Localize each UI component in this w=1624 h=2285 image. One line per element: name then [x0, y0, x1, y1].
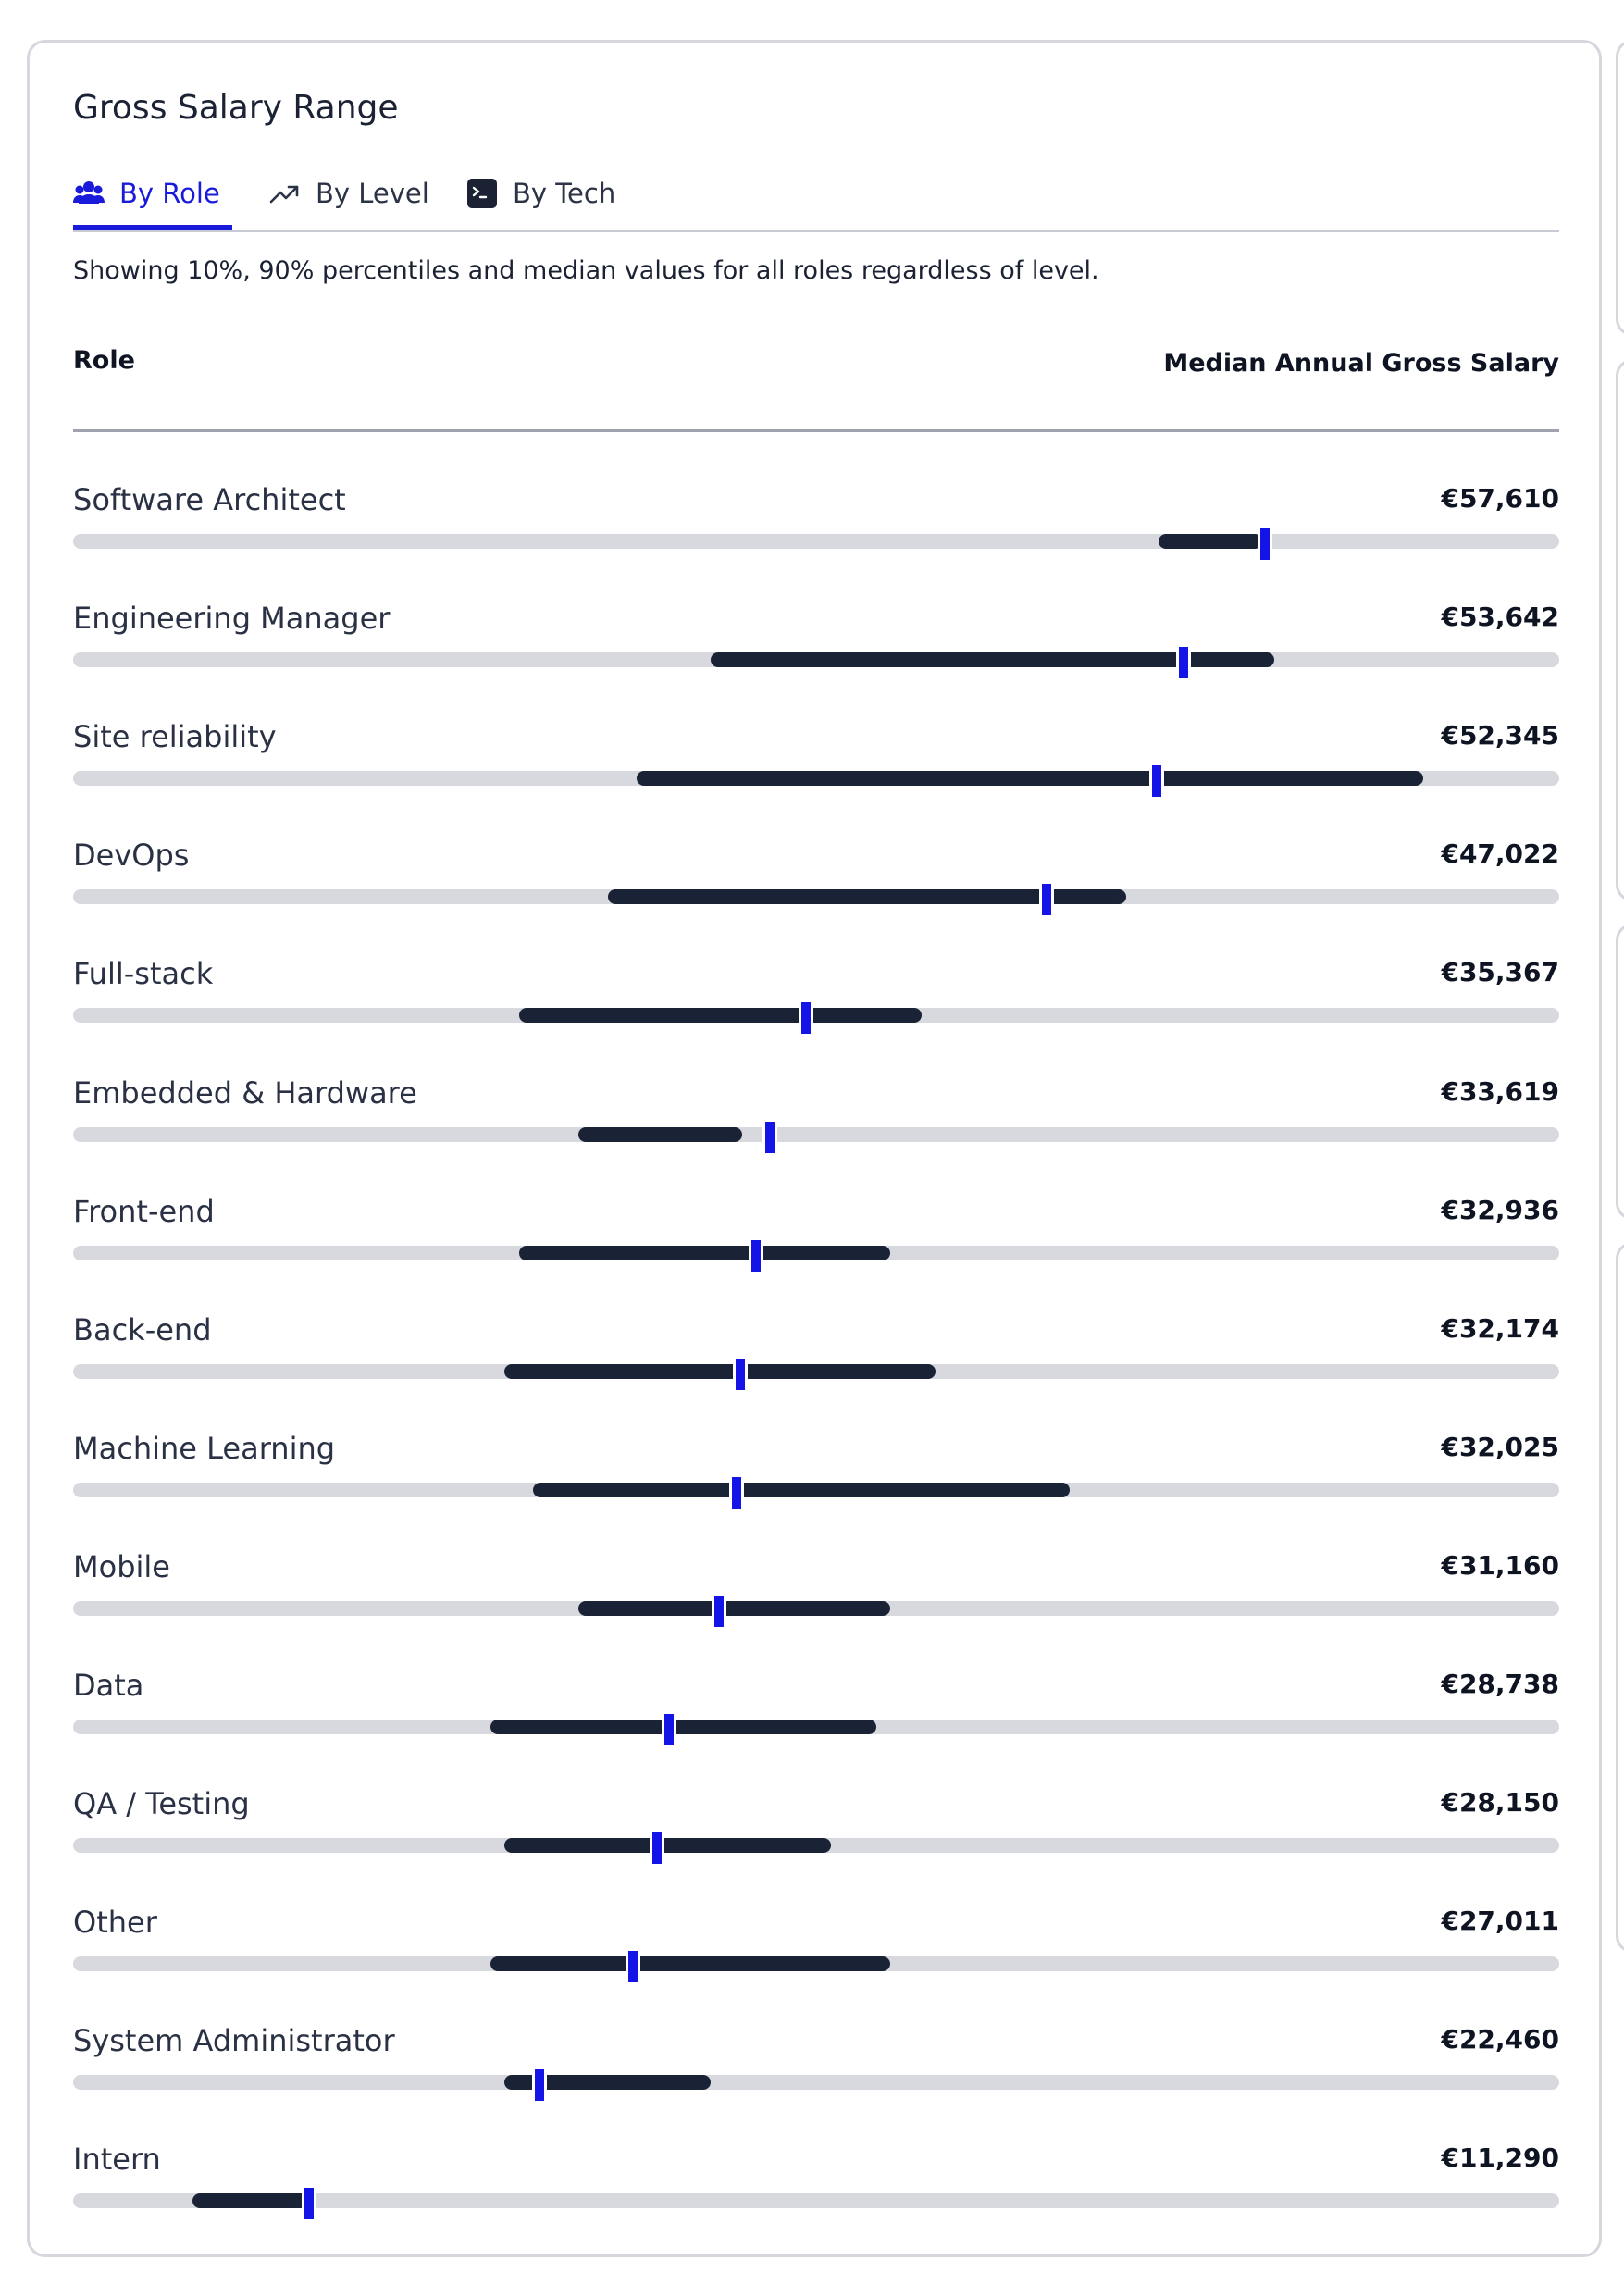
percentile-range-bar — [192, 2193, 312, 2208]
role-label: Full-stack — [73, 956, 214, 991]
tab-bar — [73, 172, 1559, 232]
percentile-range-bar — [504, 1364, 936, 1379]
median-marker — [1258, 526, 1272, 563]
median-marker — [733, 1356, 748, 1393]
salary-track — [73, 889, 1559, 904]
median-value: €32,936 — [1441, 1195, 1559, 1225]
tab-label: By Role — [119, 178, 220, 209]
role-label: Mobile — [73, 1549, 170, 1584]
median-value: €28,150 — [1441, 1787, 1559, 1818]
median-marker — [1149, 763, 1164, 800]
tab-label: By Tech — [513, 178, 616, 209]
tab-by-tech[interactable] — [466, 172, 615, 230]
role-label: System Administrator — [73, 2023, 395, 2058]
percentile-range-bar — [490, 1720, 876, 1734]
median-value: €57,610 — [1441, 483, 1559, 514]
role-label: Embedded & Hardware — [73, 1075, 417, 1111]
role-label: Other — [73, 1905, 157, 1940]
role-label: Data — [73, 1668, 144, 1703]
salary-track — [73, 1601, 1559, 1616]
salary-track — [73, 2193, 1559, 2208]
role-label: Intern — [73, 2142, 161, 2177]
salary-row — [73, 1549, 1559, 1651]
adjacent-panel-edge — [1616, 924, 1624, 1220]
salary-track — [73, 2075, 1559, 2090]
salary-row — [73, 2142, 1559, 2243]
adjacent-panel-edge — [1616, 359, 1624, 901]
column-header-role: Role — [73, 346, 135, 375]
percentile-range-bar — [533, 1483, 1070, 1497]
median-value: €35,367 — [1441, 957, 1559, 987]
salary-track — [73, 1364, 1559, 1379]
median-marker — [302, 2185, 316, 2222]
role-label: Front-end — [73, 1194, 215, 1229]
median-marker — [799, 1000, 813, 1037]
salary-track — [73, 1838, 1559, 1853]
adjacent-panel-edge — [1616, 40, 1624, 336]
median-value: €47,022 — [1441, 838, 1559, 869]
median-marker — [712, 1593, 726, 1630]
median-value: €53,642 — [1441, 602, 1559, 632]
percentile-range-bar — [519, 1246, 891, 1260]
role-label: Site reliability — [73, 719, 277, 754]
median-value: €33,619 — [1441, 1076, 1559, 1107]
card-title: Gross Salary Range — [73, 89, 399, 127]
percentile-range-bar — [578, 1127, 741, 1142]
median-value: €32,174 — [1441, 1313, 1559, 1344]
terminal-icon — [466, 178, 498, 216]
median-value: €22,460 — [1441, 2024, 1559, 2055]
percentile-note: Showing 10%, 90% percentiles and median values for all roles regardless of level. — [73, 256, 1099, 285]
salary-row — [73, 601, 1559, 702]
tab-label: By Level — [316, 178, 429, 209]
role-label: Software Architect — [73, 482, 346, 517]
median-marker — [1176, 644, 1191, 681]
role-label: Machine Learning — [73, 1431, 336, 1466]
column-header-median: Median Annual Gross Salary — [1163, 349, 1559, 378]
salary-row — [73, 1905, 1559, 2006]
salary-row — [73, 838, 1559, 939]
salary-track — [73, 652, 1559, 667]
percentile-range-bar — [578, 1601, 890, 1616]
salary-row — [73, 482, 1559, 584]
percentile-range-bar — [1159, 534, 1262, 549]
tab-by-level[interactable] — [269, 172, 429, 230]
salary-row — [73, 1075, 1559, 1177]
salary-track — [73, 1008, 1559, 1023]
role-label: QA / Testing — [73, 1786, 250, 1821]
salary-track — [73, 771, 1559, 786]
adjacent-panel-edge — [1616, 1242, 1624, 1953]
salary-track — [73, 1483, 1559, 1497]
median-value: €11,290 — [1441, 2142, 1559, 2173]
role-label: DevOps — [73, 838, 190, 873]
percentile-range-bar — [504, 1838, 830, 1853]
median-value: €27,011 — [1441, 1906, 1559, 1936]
salary-row — [73, 719, 1559, 821]
trending-up-icon — [269, 178, 301, 216]
users-icon — [73, 178, 105, 216]
salary-track — [73, 1720, 1559, 1734]
salary-row — [73, 1431, 1559, 1533]
median-marker — [762, 1119, 777, 1156]
salary-row — [73, 1194, 1559, 1296]
salary-row — [73, 1668, 1559, 1770]
salary-track — [73, 1246, 1559, 1260]
percentile-range-bar — [490, 1956, 891, 1971]
median-value: €32,025 — [1441, 1432, 1559, 1462]
header-divider — [73, 429, 1559, 432]
median-value: €31,160 — [1441, 1550, 1559, 1581]
salary-row — [73, 1786, 1559, 1888]
median-marker — [626, 1948, 640, 1985]
median-value: €28,738 — [1441, 1669, 1559, 1699]
percentile-range-bar — [637, 771, 1423, 786]
tab-by-role[interactable] — [73, 172, 232, 230]
median-marker — [650, 1830, 664, 1867]
salary-track — [73, 534, 1559, 549]
salary-track — [73, 1956, 1559, 1971]
role-label: Back-end — [73, 1312, 212, 1347]
median-marker — [532, 2067, 547, 2104]
salary-row — [73, 956, 1559, 1058]
percentile-range-bar — [519, 1008, 922, 1023]
median-marker — [1039, 881, 1054, 918]
salary-row — [73, 2023, 1559, 2125]
salary-track — [73, 1127, 1559, 1142]
median-marker — [729, 1474, 744, 1511]
median-value: €52,345 — [1441, 720, 1559, 751]
salary-row — [73, 1312, 1559, 1414]
median-marker — [749, 1237, 763, 1274]
median-marker — [662, 1711, 676, 1748]
role-label: Engineering Manager — [73, 601, 391, 636]
